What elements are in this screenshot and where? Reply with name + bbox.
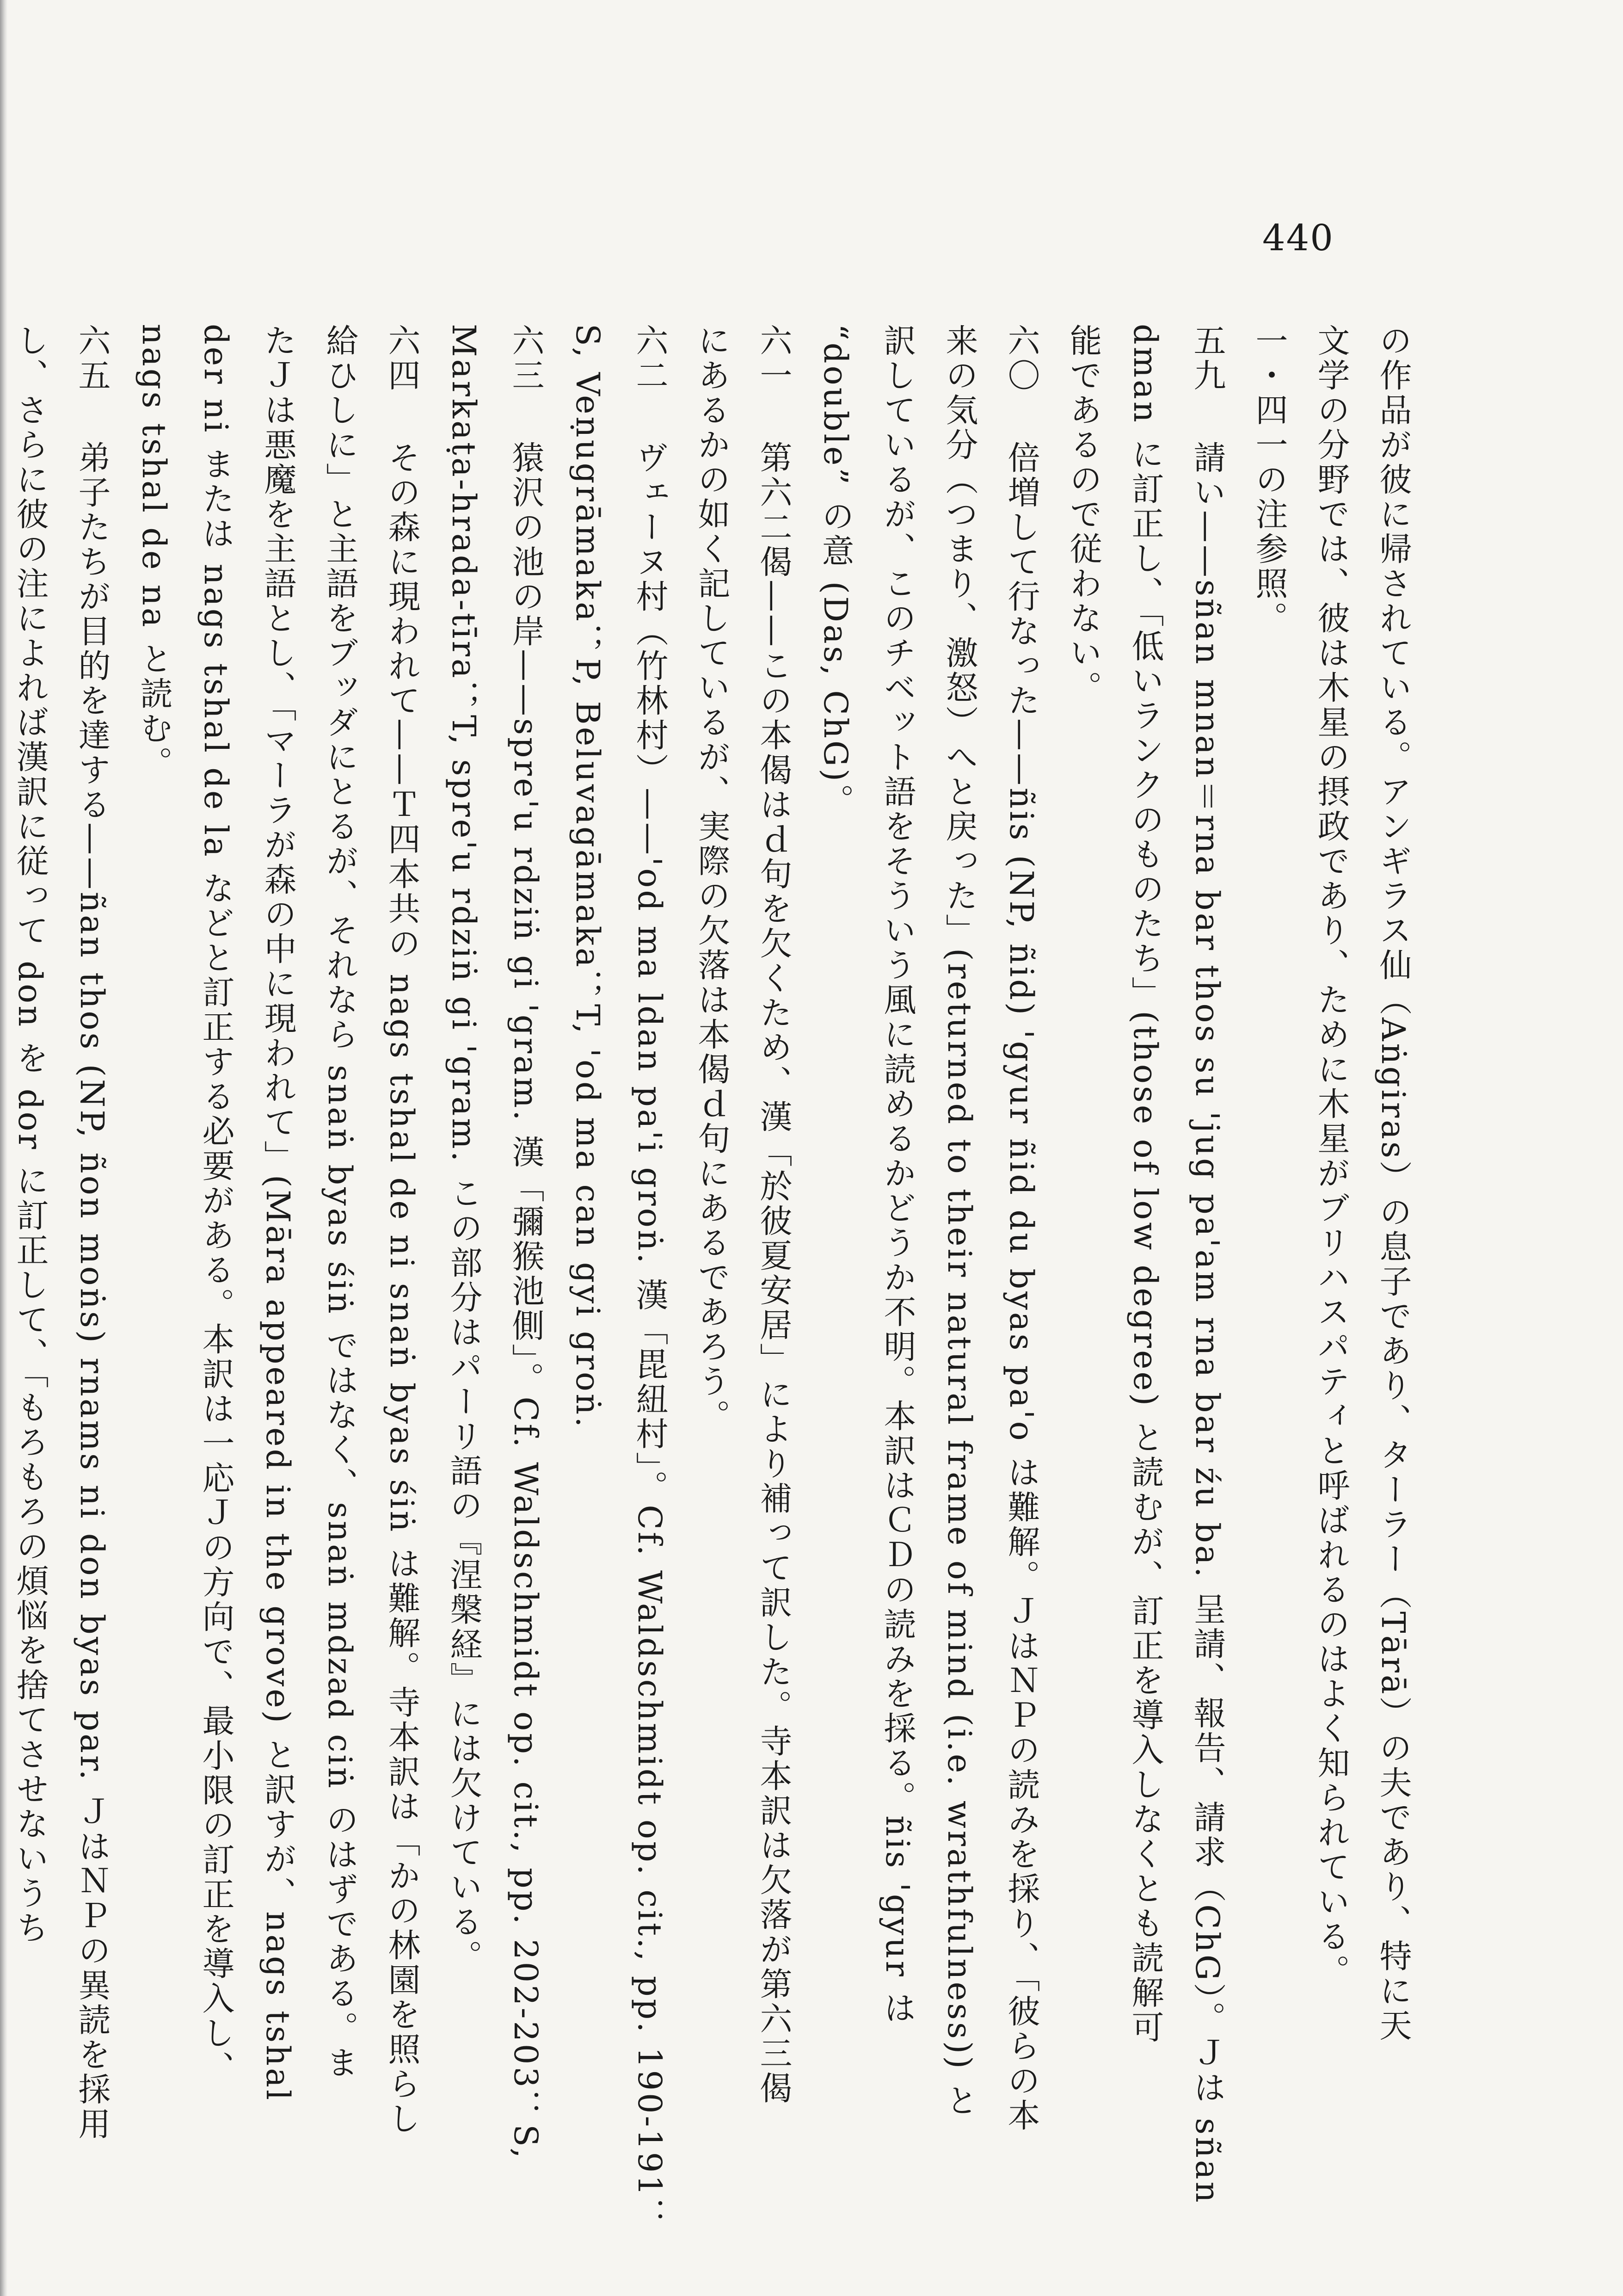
- note-number: 六四: [383, 324, 421, 393]
- note-number: 五九: [1188, 324, 1226, 393]
- note-60: [990, 324, 1052, 2133]
- note-line: 請い——sñan mnan＝rna bar thos su 'jug pa'am rna bar źu ba. 呈請、報告、請求（ChG）。Ｊは sñan: [1188, 441, 1226, 2205]
- note-line: ヴェーヌ村（竹林村）——'od ma ldan pa'i groṅ. 漢「毘紐村」。Cf. Waldschmidt op. cit., pp. 190-191：: [631, 441, 669, 2233]
- note-line: nags tshal de na と読む。: [135, 324, 173, 781]
- note-line: 弟子たちが目的を達する——ñan thos (NP, ñon moṅs) rnams ni don byas par. ＪはＮＰの異読を採用: [73, 441, 111, 2142]
- note-line: dman に訂正し、「低いランクのものたち」(those of low degree) と読むが、訂正を導入しなくとも読解可: [1126, 324, 1164, 2045]
- note-line: 来の気分（つまり、激怒）へと戻った」(returned to their natural frame of mind (i.e. wrathfulness)) と: [941, 324, 978, 2118]
- note-number: 六〇: [1002, 324, 1040, 393]
- note-line: S, Veṇugrāmaka；P, Beluvagāmaka；T, 'od ma can gyi groṅ.: [569, 324, 607, 1430]
- note-64: [371, 324, 433, 2136]
- note-line: その森に現われて——Ｔ四本共の nags tshal de ni snaṅ byas śiṅ は難解。寺本訳は「かの林園を照らし: [383, 441, 421, 2136]
- note-line: にあるかの如く記しているが、実際の欠落は本偈ｄ句にあるであろう。: [693, 324, 731, 1434]
- continuation-line: の作品が彼に帰されている。アンギラス仙（Aṅgiras）の息子であり、ターラー（Tārā）の夫であり、特に天: [1374, 324, 1412, 2043]
- note-line: Markaṭa-hrada-tīra；T, spre'u rdziṅ gi 'gram. この部分はパーリ語の『涅槃経』には欠けている。: [445, 324, 483, 1975]
- note-line: たＪは悪魔を主語とし、「マーラが森の中に現われて」(Māra appeared in the grove) と訳すが、nags tshal: [259, 324, 297, 2103]
- note-line: 猿沢の池の岸——spre'u rdziṅ gi 'gram. 漢「彌猴池側」。Cf. Waldschmidt op. cit., pp. 202-203：S,: [507, 441, 545, 2160]
- note-65: [61, 324, 123, 2142]
- notes-text-block: [11, 324, 1424, 2233]
- note-line: 第六二偈——この本偈はｄ句を欠くため、漢「於彼夏安居」により補って訳した。寺本訳は欠落が第六三偈: [755, 441, 793, 2106]
- note-61: [743, 324, 805, 2128]
- continuation-line: 文学の分野では、彼は木星の摂政であり、ために木星がブリハスパティと呼ばれるのはよく知られている。: [1312, 324, 1350, 1989]
- note-59: [1176, 324, 1238, 2205]
- page-number: 440: [1262, 217, 1334, 259]
- note-number: 六三: [507, 324, 545, 393]
- note-line: 倍増して行なった——ñis (NP, ñid) 'gyur ñid du byas pa'o は難解。ＪはＮＰの読みを採り、「彼らの本: [1002, 441, 1040, 2133]
- note-number: 六二: [631, 324, 669, 393]
- note-line: 訳しているが、このチベット語をそういう風に読めるかどうか不明。本訳はＣＤの読みを採る。ñis 'gyur は: [879, 324, 916, 2026]
- note-62: [619, 324, 681, 2233]
- note-number: 六一: [755, 324, 793, 393]
- continuation-line: 一・四一の注参照。: [1250, 324, 1288, 636]
- note-63: [495, 324, 557, 2160]
- note-line: し、さらに彼の注によれば漢訳に従って don を dor に訂正して、「もろもろの煩悩を捨てさせないうち: [11, 324, 49, 1946]
- note-line: “double” の意 (Das, ChG)。: [817, 324, 855, 819]
- note-line: 能であるので従わない。: [1064, 324, 1102, 705]
- note-line: der ni または nags tshal de la などと訂正する必要がある。本訳は一応Ｊの方向で、最小限の訂正を導入し、: [197, 324, 235, 2086]
- note-line: 給ひしに」と主語をブッダにとるが、それなら snaṅ byas śiṅ ではなく、snaṅ mdzad ciṅ のはずである。ま: [321, 324, 359, 2081]
- note-number: 六五: [73, 324, 111, 393]
